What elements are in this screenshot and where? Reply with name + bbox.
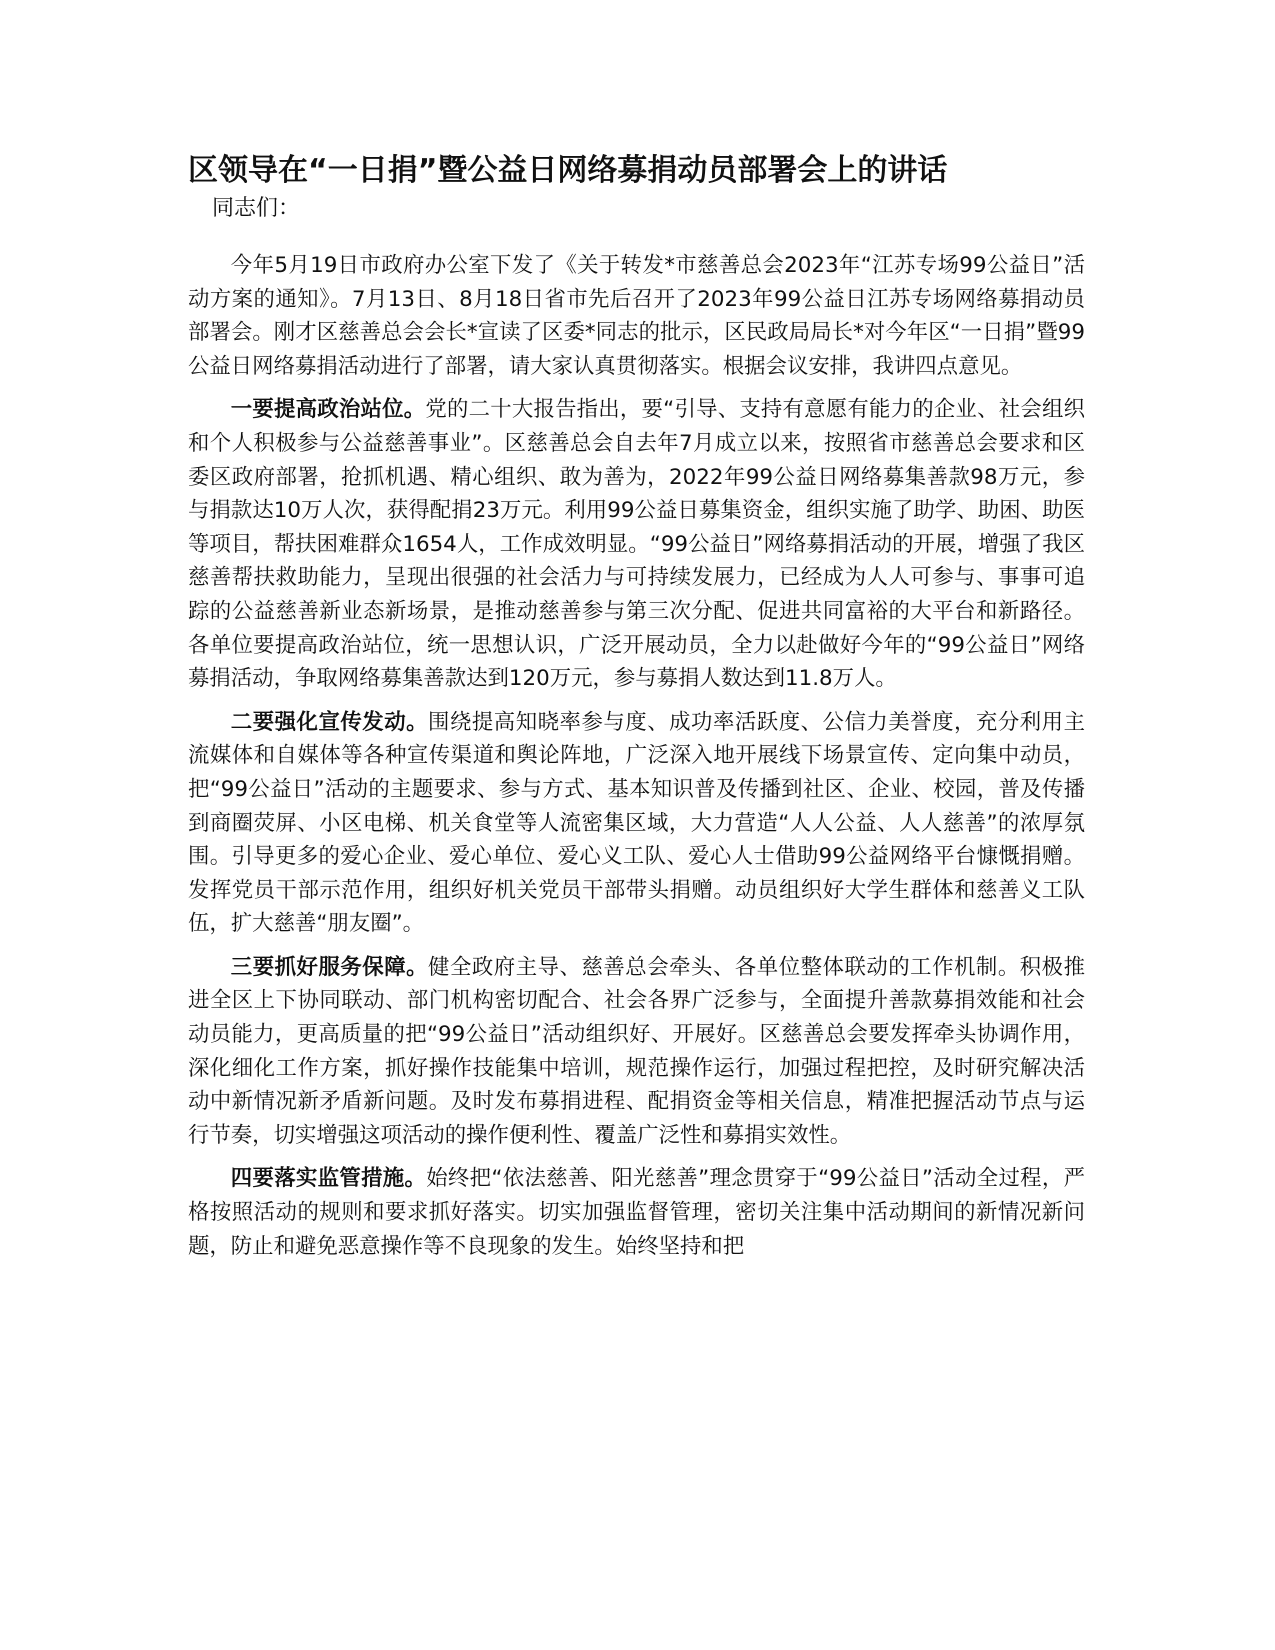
section-text-2: 围绕提高知晓率参与度、成功率活跃度、公信力美誉度，充分利用主流媒体和自媒体等各种宣传渠道和舆论阵地，广泛深入地开展线下场景宣传、定向集中动员，把“99公益日”活动的主题要求、参与方式、基本知识普及传播到社区、企业、校园，普及传播到商圈荧屏、小区电梯、机关食堂等人流密集区域，大力营造“人人公益、人人慈善”的浓厚氛围。引导更多的爱心企业、爱心单位、爱心义工队、爱心人士借助99公益网络平台慷慨捐赠。发挥党员干部示范作用，组织好机关党员干部带头捐赠。动员组织好大学生群体和慈善义工队伍，扩大慈善“朋友圈”。 — [188, 709, 1085, 937]
section-text-4: 始终把“依法慈善、阳光慈善”理念贯穿于“99公益日”活动全过程，严格按照活动的规则和要求抓好落实。切实加强监督管理，密切关注集中活动期间的新情况新问题，防止和避免恶意操作等不良现象的发生。始终坚持和把 — [188, 1166, 1085, 1259]
salutation: 同志们： — [212, 196, 301, 221]
section-heading-4: 四要落实监管措施。 — [230, 1166, 427, 1192]
section-heading-1: 一要提高政治站位。 — [230, 397, 426, 423]
section-text-3: 健全政府主导、慈善总会牵头、各单位整体联动的工作机制。积极推进全区上下协同联动、部门机构密切配合、社会各界广泛参与，全面提升善款募捐效能和社会动员能力，更高质量的把“99公益日”活动组织好、开展好。区慈善总会要发挥牵头协调作用，深化细化工作方案，抓好操作技能集中培训，规范操作运行，加强过程把控，及时研究解决活动中新情况新矛盾新问题。及时发布募捐进程、配捐资金等相关信息，精准把握活动节点与运行节奏，切实增强这项活动的操作便利性、覆盖广泛性和募捐实效性。 — [188, 954, 1085, 1148]
section-paragraph-2 — [188, 706, 1085, 941]
section-text-1: 党的二十大报告指出，要“引导、支持有意愿有能力的企业、社会组织和个人积极参与公益慈善事业”。区慈善总会自去年7月成立以来，按照省市慈善总会要求和区委区政府部署，抢抓机遇、精心组织、敢为善为，2022年99公益日网络募集善款98万元，参与捐款达10万人次，获得配捐23万元。利用99公益日募集资金，组织实施了助学、助困、助医等项目，帮扶困难群众1654人，工作成效明显。“99公益日”网络募捐活动的开展，增强了我区慈善帮扶救助能力，呈现出很强的社会活力与可持续发展力，已经成为人人可参与、事事可追踪的公益慈善新业态新场景，是推动慈善参与第三次分配、促进共同富裕的大平台和新路径。各单位要提高政治站位，统一思想认识，广泛开展动员，全力以赴做好今年的“99公益日”网络募捐活动，争取网络募集善款达到120万元，参与募捐人数达到11.8万人。 — [188, 397, 1085, 692]
section-heading-2: 二要强化宣传发动。 — [230, 709, 429, 735]
section-paragraph-4 — [188, 1162, 1085, 1263]
intro-text: 今年5月19日市政府办公室下发了《关于转发*市慈善总会2023年“江苏专场99公益日”活动方案的通知》。7月13日、8月18日省市先后召开了2023年99公益日江苏专场网络募捐动员部署会。刚才区慈善总会会长*宣读了区委*同志的批示，区民政局局长*对今年区“一日捐”暨99公益日网络募捐活动进行了部署，请大家认真贯彻落实。根据会议安排，我讲四点意见。 — [188, 253, 1085, 379]
section-heading-3: 三要抓好服务保障。 — [230, 954, 429, 980]
document-body — [188, 150, 1085, 1263]
section-paragraph-3 — [188, 951, 1085, 1153]
intro-paragraph — [188, 249, 1085, 383]
section-paragraph-1 — [188, 393, 1085, 695]
document-title: 区领导在“一日捐”暨公益日网络募捐动员部署会上的讲话 — [188, 153, 948, 188]
